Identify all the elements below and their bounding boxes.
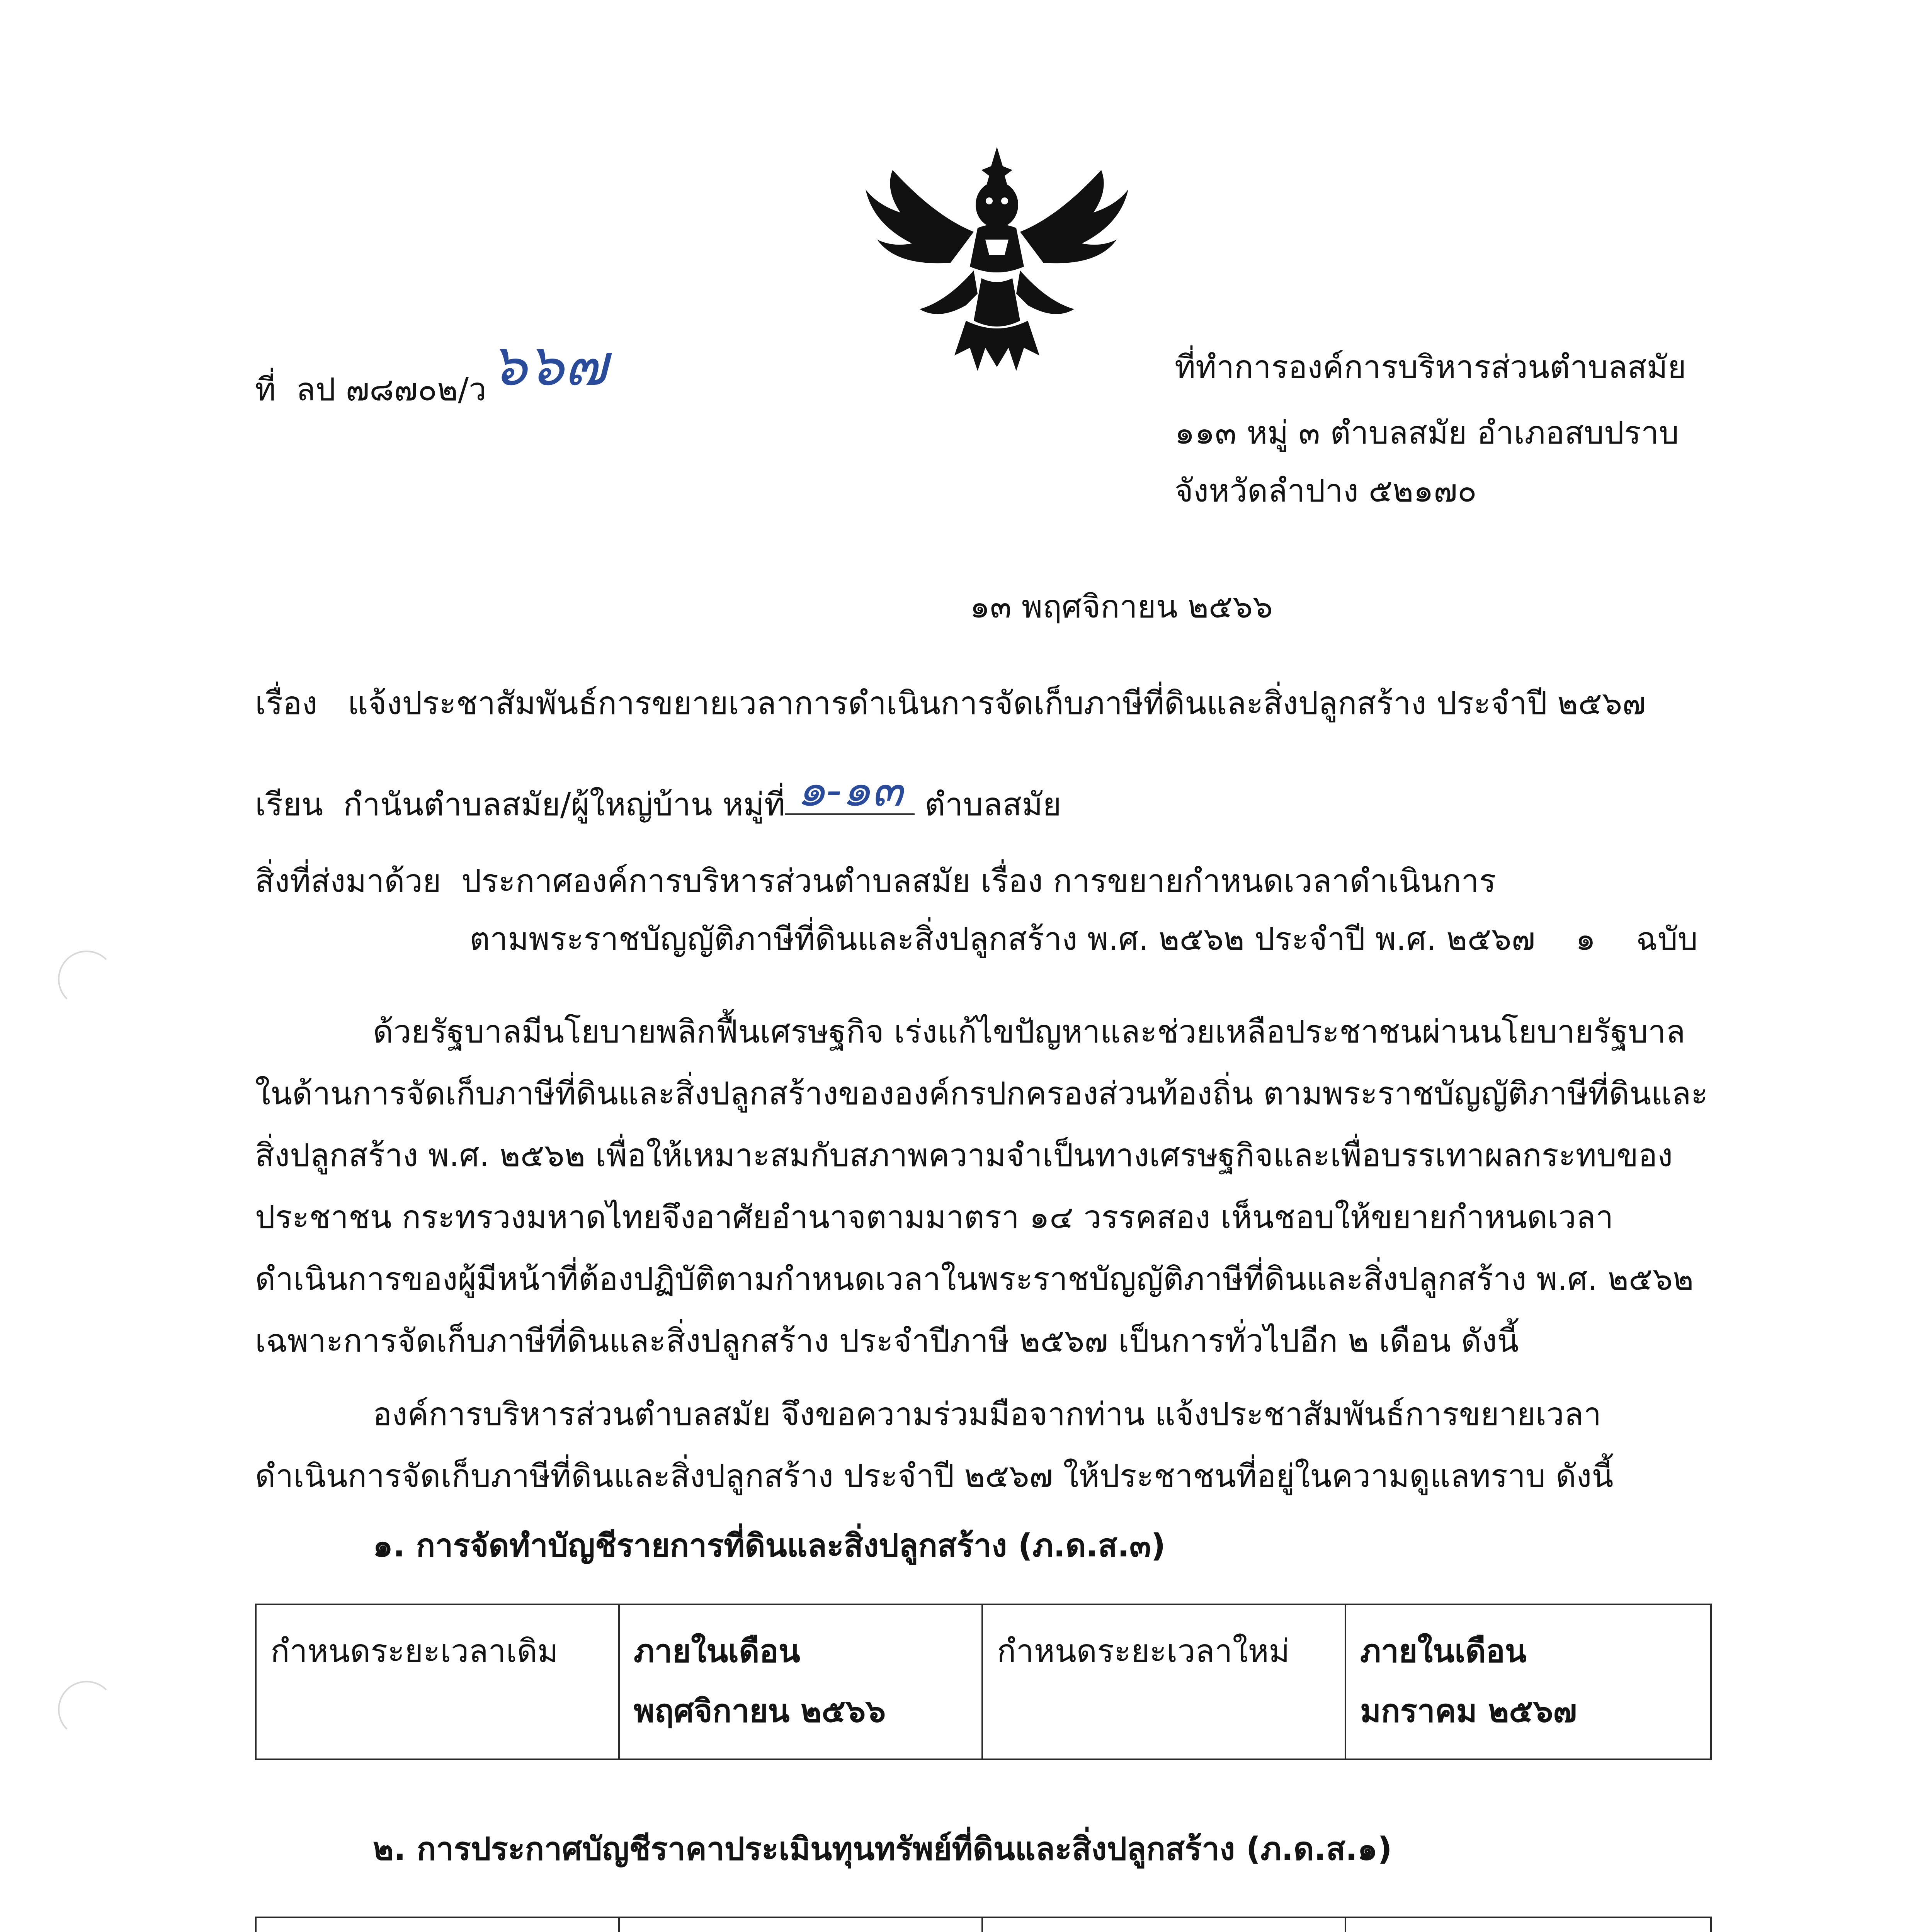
old-deadline-label: กำหนดระยะเวลาเดิม [257,1605,620,1759]
old-deadline-value-1: ภายในเดือน [634,1633,800,1670]
new-deadline-value [1346,1605,1710,1759]
enclosure-line-2 [469,923,1698,955]
recipient-label: เรียน [255,786,323,823]
section-1-table [255,1604,1712,1760]
section-2-table [255,1917,1712,1932]
old-deadline-label [257,1918,620,1932]
paragraph-2-line: องค์การบริหารส่วนตำบลสมัย จึงขอความร่วมมือจากท่าน แจ้งประชาสัมพันธ์การขยายเวลา [373,1396,1602,1433]
paragraph-1-line: ในด้านการจัดเก็บภาษีที่ดินและสิ่งปลูกสร้างขององค์กรปกครองส่วนท้องถิ่น ตามพระราชบัญญัติภาษีที่ดินและ [255,1075,1708,1112]
hole-punch-mark [58,1681,115,1738]
enclosure-line-1 [255,863,1496,900]
new-deadline-value-1: ภายในเดือน [1360,1633,1527,1670]
handwritten-village-range: ๑-๑๓ [785,767,915,815]
new-deadline-value-2: มกราคม ๒๕๖๗ [1360,1693,1577,1730]
paragraph-1-line: ด้วยรัฐบาลมีนโยบายพลิกฟื้นเศรษฐกิจ เร่งแก้ไขปัญหาและช่วยเหลือประชาชนผ่านนโยบายรัฐบาล [373,1014,1685,1050]
old-deadline-value [620,1605,983,1759]
old-deadline-value-2: พฤศจิกายน ๒๕๖๖ [634,1693,886,1730]
handwritten-reference: ๖๖๗ [490,332,608,399]
section-1-heading: ๑. การจัดทำบัญชีรายการที่ดินและสิ่งปลูกสร้าง (ภ.ด.ส.๓) [373,1527,1166,1564]
office-address-line-2: ๑๑๓ หมู่ ๓ ตำบลสมัย อำเภอสบปราบ [1175,415,1679,451]
recipient-text: กำนันตำบลสมัย/ผู้ใหญ่บ้าน หมู่ที่ [343,786,785,823]
new-deadline-label: กำหนดระยะเวลาใหม่ [983,1605,1346,1759]
office-address-line-1: ที่ทำการองค์การบริหารส่วนตำบลสมัย [1175,349,1686,386]
section-2-heading: ๒. การประกาศบัญชีราคาประเมินทุนทรัพย์ที่ดินและสิ่งปลูกสร้าง (ภ.ด.ส.๑) [373,1831,1392,1867]
subject-text: แจ้งประชาสัมพันธ์การขยายเวลาการดำเนินการจัดเก็บภาษีที่ดินและสิ่งปลูกสร้าง ประจำปี ๒๕๖๗ [347,685,1646,722]
subject-label: เรื่อง [255,685,318,722]
garuda-emblem-icon [850,139,1144,386]
new-deadline-value [1346,1918,1710,1932]
enclosure-unit: ฉบับ [1636,921,1698,957]
recipient-subdistrict: ตำบลสมัย [924,786,1061,823]
reference-number [255,332,608,410]
paragraph-1-line: เฉพาะการจัดเก็บภาษีที่ดินและสิ่งปลูกสร้าง ประจำปีภาษี ๒๕๖๗ เป็นการทั่วไปอีก ๒ เดือน ดังนี้ [255,1323,1519,1359]
subject-line [255,685,1646,722]
office-address-line-3: จังหวัดลำปาง ๕๒๑๗๐ [1175,473,1477,509]
old-deadline-value [620,1918,983,1932]
letter-date: ๑๓ พฤศจิกายน ๒๕๖๖ [970,588,1273,625]
enclosure-text-2: ตามพระราชบัญญัติภาษีที่ดินและสิ่งปลูกสร้าง พ.ศ. ๒๕๖๒ ประจำปี พ.ศ. ๒๕๖๗ [469,921,1536,957]
paragraph-1-line: ดำเนินการของผู้มีหน้าที่ต้องปฏิบัติตามกำหนดเวลาในพระราชบัญญัติภาษีที่ดินและสิ่งปลูกสร้าง พ.ศ. ๒๕๖๒ [255,1261,1694,1298]
new-deadline-label [983,1918,1346,1932]
enclosure-label: สิ่งที่ส่งมาด้วย [255,863,441,900]
reference-label: ที่ [255,371,276,408]
enclosure-text-1: ประกาศองค์การบริหารส่วนตำบลสมัย เรื่อง การขยายกำหนดเวลาดำเนินการ [461,863,1496,900]
paragraph-1-line: สิ่งปลูกสร้าง พ.ศ. ๒๕๖๒ เพื่อให้เหมาะสมกับสภาพความจำเป็นทางเศรษฐกิจและเพื่อบรรเทาผลกระทบของ [255,1137,1673,1174]
paragraph-2-line: ดำเนินการจัดเก็บภาษีที่ดินและสิ่งปลูกสร้าง ประจำปี ๒๕๖๗ ให้ประชาชนที่อยู่ในความดูแลทราบ ดังนี้ [255,1458,1614,1495]
paragraph-1-line: ประชาชน กระทรวงมหาดไทยจึงอาศัยอำนาจตามมาตรา ๑๔ วรรคสอง เห็นชอบให้ขยายกำหนดเวลา [255,1199,1614,1236]
reference-code: ลป ๗๘๗๐๒/ว [296,371,486,408]
recipient-line [255,763,1061,825]
hole-punch-mark [58,951,115,1008]
enclosure-count: ๑ [1575,921,1596,957]
